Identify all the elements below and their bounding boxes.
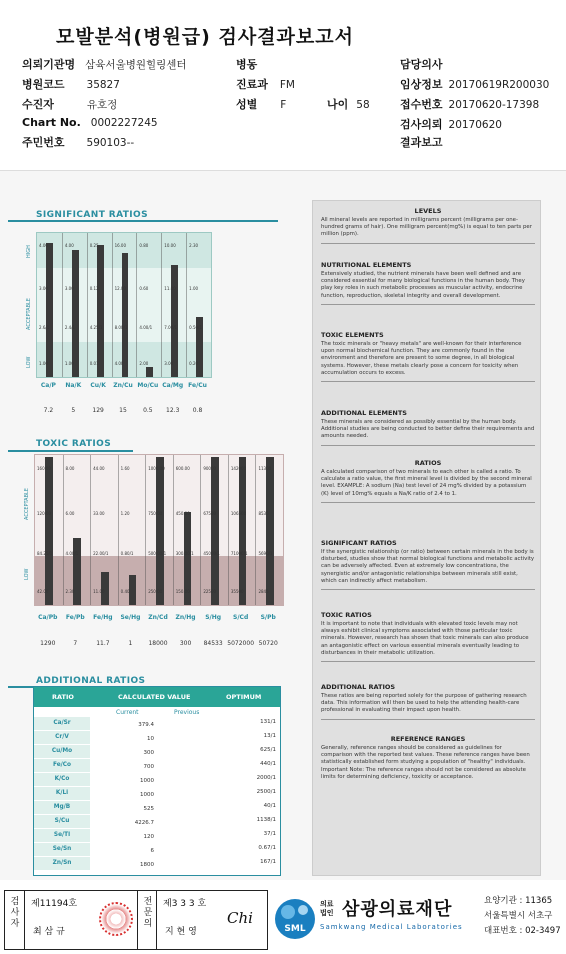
label-clinical-info: 임상정보 bbox=[400, 78, 443, 91]
inst-code: 요양기관 : 11365 bbox=[484, 896, 553, 906]
note-section-toxic-ratios bbox=[321, 611, 535, 662]
note-title-additional-elements: ADDITIONAL ELEMENTS bbox=[321, 409, 407, 417]
toxic-category-se-hg: Se/Hg bbox=[120, 614, 141, 621]
label-age: 나이 bbox=[327, 98, 349, 111]
sig-axis-acceptable: ACCEPTABLE bbox=[26, 298, 32, 330]
note-title-nutritional-elements: NUTRITIONAL ELEMENTS bbox=[321, 261, 412, 269]
toxic-tick-zn-hg-3: 150.00 bbox=[175, 588, 190, 594]
specialist-label: 전 문 의 bbox=[143, 897, 153, 929]
toxic-bar-ca-pb bbox=[45, 457, 53, 606]
toxic-value-se-hg: 1 bbox=[128, 640, 133, 647]
note-text-nutritional-elements: Extensively studied, the nutrient minerals have been well defined and are considered essential for many biological functions in the human body. They play key roles in such metabolic processes as muscular activity, endocrine function, reproduction, skeletal integrity and overall development. bbox=[321, 271, 525, 299]
inspector-label-cell bbox=[5, 891, 25, 949]
note-title-significant-ratios: SIGNIFICANT RATIOS bbox=[321, 539, 397, 547]
org-type: 의료 법인 bbox=[320, 900, 334, 917]
toxic-tick-s-pb-2: 5690/1 bbox=[258, 551, 273, 556]
toxic-column-se-hg bbox=[118, 455, 146, 605]
toxic-value-s-cd: 5072000 bbox=[227, 640, 255, 647]
label-receipt-no: 접수번호 bbox=[400, 98, 443, 111]
toxic-category-row bbox=[34, 614, 284, 624]
significant-category-ca-p: Ca/P bbox=[40, 382, 56, 389]
note-title-toxic-elements: TOXIC ELEMENTS bbox=[321, 331, 384, 339]
significant-column-fe-cu bbox=[186, 233, 211, 377]
significant-value-row bbox=[36, 407, 212, 417]
note-divider bbox=[321, 589, 535, 590]
inst-phone: 대표번호 : 02-3497 bbox=[484, 926, 561, 936]
significant-tick-fe-cu-1: 1.00 bbox=[189, 286, 199, 292]
toxic-tick-s-hg-3: 22500 bbox=[203, 588, 217, 594]
toxic-column-fe-hg bbox=[90, 455, 118, 605]
toxic-rule bbox=[8, 450, 133, 452]
explanatory-notes-panel bbox=[312, 200, 541, 876]
label-doctor: 담당의사 bbox=[400, 58, 443, 71]
value-clinical-info: 20170619R200030 bbox=[448, 79, 550, 91]
significant-tick-fe-cu-2: 0.50/1 bbox=[189, 325, 202, 331]
toxic-tick-fe-hg-1: 33.00 bbox=[93, 510, 105, 516]
significant-tick-na-k-0: 4.00 bbox=[64, 243, 74, 249]
note-section-additional-ratios bbox=[321, 683, 535, 720]
toxic-value-ca-pb: 1290 bbox=[40, 640, 56, 647]
toxic-value-row bbox=[34, 640, 284, 650]
note-title-reference-ranges: REFERENCE RANGES bbox=[390, 735, 466, 743]
toxic-column-zn-hg bbox=[173, 455, 201, 605]
toxic-axis-low: LOW bbox=[24, 568, 30, 580]
significant-value-fe-cu: 0.8 bbox=[192, 407, 203, 414]
note-section-toxic-elements bbox=[321, 331, 535, 382]
toxic-tick-ca-pb-0: 160.00 bbox=[37, 465, 51, 471]
note-divider bbox=[321, 661, 535, 662]
note-divider bbox=[321, 445, 535, 446]
additional-ratios-title: ADDITIONAL RATIOS bbox=[36, 676, 146, 686]
signature-box bbox=[4, 890, 268, 950]
additional-current-k-li: 1000 bbox=[140, 792, 154, 798]
toxic-tick-ca-pb-3: 42.00 bbox=[37, 588, 49, 594]
col-current: Current bbox=[116, 709, 139, 716]
additional-ratio-zn-sn: Zn/Sn bbox=[34, 857, 90, 870]
significant-tick-ca-p-3: 1.00 bbox=[39, 361, 48, 367]
toxic-tick-zn-cd-1: 750.00 bbox=[148, 510, 163, 516]
toxic-tick-s-hg-2: 45000/1 bbox=[203, 551, 220, 556]
inspector-seal-icon bbox=[99, 902, 133, 936]
additional-optimum-cr-v: 13/1 bbox=[263, 733, 276, 739]
toxic-value-fe-pb: 7 bbox=[73, 640, 78, 647]
significant-category-zn-cu: Zn/Cu bbox=[113, 382, 133, 389]
toxic-tick-s-cd-0: 142000 bbox=[230, 465, 247, 471]
toxic-tick-zn-hg-0: 600.00 bbox=[175, 465, 190, 471]
note-text-levels: All mineral levels are reported in milligrams percent (milligrams per one-hundred grams of hair). One milligram percent(mg%) is equal to ten parts per million (ppm). bbox=[321, 217, 532, 238]
note-section-levels bbox=[321, 207, 535, 244]
significant-value-ca-mg: 12.3 bbox=[166, 407, 180, 414]
note-title-levels: LEVELS bbox=[414, 207, 442, 215]
toxic-tick-s-hg-0: 90000 bbox=[203, 465, 217, 471]
significant-tick-fe-cu-0: 2.30 bbox=[189, 243, 199, 249]
value-resident-no: 590103-- bbox=[86, 137, 135, 149]
significant-value-mo-cu: 0.5 bbox=[143, 407, 153, 414]
significant-column-cu-k bbox=[87, 233, 112, 377]
significant-tick-fe-cu-3: 0.20 bbox=[189, 361, 199, 367]
toxic-ratios-chart bbox=[34, 454, 284, 606]
significant-category-fe-cu: Fe/Cu bbox=[188, 382, 207, 389]
toxic-tick-se-hg-1: 1.20 bbox=[120, 510, 130, 516]
note-text-significant-ratios: If the synergistic relationship (or ratio) between certain minerals in the body is disturbed, studies show that normal biological functions and metabolic activity can be adversely affected. Even at extremely low concentrations, the synergistic and/or antagonistic relationships between minerals still exist, which can indirectly affect metabolism. bbox=[321, 549, 535, 584]
value-institution: 삼육서울병원힐링센터 bbox=[85, 59, 187, 71]
note-divider bbox=[321, 502, 535, 503]
additional-ratio-k-li: K/Li bbox=[34, 787, 90, 800]
label-department: 진료과 bbox=[236, 78, 268, 91]
significant-column-ca-p bbox=[37, 233, 62, 377]
toxic-tick-s-pb-3: 2845 bbox=[258, 588, 269, 594]
toxic-value-fe-hg: 11.7 bbox=[96, 640, 110, 647]
significant-tick-zn-cu-2: 8.00/1 bbox=[114, 325, 128, 331]
note-section-significant-ratios bbox=[321, 539, 535, 590]
sig-axis-low: LOW bbox=[26, 356, 32, 368]
significant-tick-mo-cu-1: 0.60 bbox=[139, 286, 149, 292]
note-text-ratios: A calculated comparison of two minerals to each other is called a ratio. To calculate a ratio value, the first mineral level is divided by the second mineral level. EXAMPLE: A sodium (Na) test level of 24 mg% divided by a potassium (K) level of 10mg% equals a Na/K ratio of 2.4 to 1. bbox=[321, 469, 532, 497]
additional-table-header bbox=[34, 687, 280, 707]
additional-ratio-cr-v: Cr/V bbox=[34, 731, 90, 744]
toxic-tick-se-hg-0: 1.60 bbox=[120, 465, 130, 471]
significant-tick-ca-mg-3: 3.00 bbox=[164, 361, 174, 367]
significant-tick-mo-cu-2: 4.00/1 bbox=[139, 325, 153, 331]
toxic-tick-zn-cd-0: 1000.00 bbox=[148, 465, 165, 471]
toxic-tick-s-cd-3: 35500 bbox=[230, 588, 244, 594]
significant-category-ca-mg: Ca/Mg bbox=[162, 382, 184, 389]
note-title-additional-ratios: ADDITIONAL RATIOS bbox=[321, 683, 396, 691]
additional-current-s-cu: 4226.7 bbox=[134, 820, 154, 826]
col-ratio: RATIO bbox=[52, 693, 74, 701]
toxic-tick-zn-cd-2: 500.00/1 bbox=[148, 551, 167, 556]
col-previous: Previous bbox=[174, 709, 200, 716]
specialist-signature: Chi bbox=[227, 909, 253, 927]
sig-axis-high: HIGH bbox=[26, 245, 32, 258]
additional-current-cu-mo: 300 bbox=[143, 750, 154, 756]
significant-ratios-chart bbox=[36, 232, 212, 378]
toxic-tick-se-hg-3: 0.40 bbox=[120, 588, 130, 594]
note-section-ratios bbox=[321, 459, 535, 503]
significant-category-mo-cu: Mo/Cu bbox=[137, 382, 159, 389]
significant-column-mo-cu bbox=[136, 233, 161, 377]
significant-tick-ca-p-2: 2.6/1 bbox=[39, 325, 50, 331]
toxic-tick-se-hg-2: 0.80/1 bbox=[120, 551, 134, 556]
value-age: 58 bbox=[356, 99, 370, 111]
toxic-bar-s-pb bbox=[266, 457, 274, 606]
additional-current-fe-co: 700 bbox=[143, 764, 154, 770]
note-title-ratios: RATIOS bbox=[414, 459, 442, 467]
toxic-column-zn-cd bbox=[145, 455, 173, 605]
inspector-label: 검 사 자 bbox=[10, 897, 20, 929]
sml-logo-icon bbox=[274, 898, 316, 940]
note-divider bbox=[321, 719, 535, 720]
label-patient: 수진자 bbox=[22, 98, 54, 111]
significant-tick-ca-p-0: 4.00 bbox=[39, 243, 48, 249]
additional-current-ca-sr: 379.4 bbox=[138, 722, 154, 728]
additional-ratio-mg-b: Mg/B bbox=[34, 801, 90, 814]
toxic-axis-acceptable: ACCEPTABLE bbox=[24, 488, 30, 520]
note-divider bbox=[321, 304, 535, 305]
toxic-tick-ca-pb-1: 120.00 bbox=[37, 510, 51, 516]
toxic-bar-zn-cd bbox=[156, 457, 164, 606]
toxic-category-s-cd: S/Cd bbox=[233, 614, 249, 621]
note-title-toxic-ratios: TOXIC RATIOS bbox=[321, 611, 372, 619]
toxic-category-s-pb: S/Pb bbox=[260, 614, 276, 621]
toxic-tick-fe-pb-2: 4.00/1 bbox=[65, 551, 79, 556]
additional-ratio-k-co: K/Co bbox=[34, 773, 90, 786]
significant-rule bbox=[8, 220, 278, 222]
value-request-date: 20170620 bbox=[448, 119, 502, 131]
note-text-toxic-ratios: It is important to note that individuals with elevated toxic levels may not always exhibit clinical symptoms associated with those particular toxic minerals. However, research has shown that toxic minerals can also produce an antagonistic effect on various essential minerals eventually leading to disturbances in their metabolic utilization. bbox=[321, 621, 529, 656]
additional-ratio-ca-sr: Ca/Sr bbox=[34, 717, 90, 730]
toxic-tick-fe-pb-1: 6.00 bbox=[65, 510, 75, 516]
significant-category-na-k: Na/K bbox=[65, 382, 82, 389]
toxic-tick-zn-hg-1: 450.00 bbox=[175, 510, 190, 516]
significant-bar-zn-cu bbox=[122, 253, 129, 377]
note-text-reference-ranges: Generally, reference ranges should be considered as guidelines for comparison with the reported test values. These reference ranges have been statistically established form studying a population of "healthy" individuals. Important Note: The reference ranges should not be considered as absolute limits for determining deficiency, toxicity or acceptance. bbox=[321, 745, 530, 780]
significant-tick-mo-cu-3: 2.00 bbox=[139, 361, 149, 367]
significant-bar-cu-k bbox=[97, 245, 104, 377]
toxic-tick-s-pb-1: 8535 bbox=[258, 510, 269, 516]
toxic-column-s-hg bbox=[200, 455, 228, 605]
additional-optimum-fe-co: 440/1 bbox=[260, 761, 276, 767]
additional-current-zn-sn: 1800 bbox=[140, 862, 154, 868]
toxic-value-s-hg: 84533 bbox=[203, 640, 223, 647]
logo-text: SML bbox=[284, 924, 306, 934]
additional-current-mg-b: 525 bbox=[143, 806, 154, 812]
label-sex: 성별 bbox=[236, 98, 258, 111]
significant-bar-ca-mg bbox=[171, 265, 178, 377]
significant-tick-zn-cu-3: 4.00 bbox=[114, 361, 124, 367]
toxic-tick-fe-pb-0: 8.00 bbox=[65, 465, 75, 471]
significant-bar-mo-cu bbox=[146, 367, 153, 377]
toxic-tick-fe-hg-2: 22.00/1 bbox=[93, 551, 109, 556]
additional-ratios-table bbox=[33, 686, 281, 876]
toxic-tick-fe-pb-3: 2.30 bbox=[65, 588, 75, 594]
significant-ratios-title: SIGNIFICANT RATIOS bbox=[36, 210, 148, 220]
additional-ratio-s-cu: S/Cu bbox=[34, 815, 90, 828]
additional-current-se-sn: 6 bbox=[150, 848, 154, 854]
additional-optimum-zn-sn: 167/1 bbox=[260, 859, 276, 865]
additional-optimum-se-tl: 37/1 bbox=[263, 831, 276, 837]
label-institution: 의뢰기관명 bbox=[22, 58, 76, 71]
label-chart-no: Chart No. bbox=[22, 116, 81, 129]
toxic-column-s-cd bbox=[228, 455, 256, 605]
significant-tick-ca-mg-0: 10.00 bbox=[164, 243, 176, 249]
value-department: FM bbox=[279, 79, 295, 91]
toxic-bar-s-cd bbox=[239, 457, 247, 606]
additional-optimum-s-cu: 1138/1 bbox=[256, 817, 276, 823]
col-calculated-value: CALCULATED VALUE bbox=[118, 693, 191, 701]
toxic-column-fe-pb bbox=[63, 455, 91, 605]
specialist-label-cell bbox=[137, 891, 157, 949]
additional-ratio-cu-mo: Cu/Mo bbox=[34, 745, 90, 758]
toxic-category-s-hg: S/Hg bbox=[205, 614, 222, 621]
toxic-tick-s-pb-0: 11300 bbox=[258, 465, 272, 471]
significant-category-cu-k: Cu/K bbox=[90, 382, 106, 389]
significant-value-ca-p: 7.2 bbox=[43, 407, 54, 414]
additional-optimum-mg-b: 40/1 bbox=[263, 803, 276, 809]
significant-bar-ca-p bbox=[46, 243, 53, 377]
significant-tick-ca-mg-1: 11.00 bbox=[164, 286, 176, 292]
toxic-value-zn-cd: 18000 bbox=[148, 640, 168, 647]
significant-tick-cu-k-1: 0.12 bbox=[89, 286, 99, 292]
significant-category-row bbox=[36, 382, 212, 392]
additional-optimum-k-li: 2500/1 bbox=[256, 789, 276, 795]
additional-current-k-co: 1000 bbox=[140, 778, 154, 784]
toxic-tick-zn-hg-2: 300.00/1 bbox=[175, 551, 194, 556]
significant-value-cu-k: 129 bbox=[92, 407, 104, 414]
label-resident-no: 주민번호 bbox=[22, 136, 65, 149]
toxic-ratios-title: TOXIC RATIOS bbox=[36, 439, 112, 449]
additional-optimum-ca-sr: 131/1 bbox=[260, 719, 276, 725]
org-english-name: Samkwang Medical Laboratories bbox=[320, 923, 463, 931]
additional-current-cr-v: 10 bbox=[147, 736, 154, 742]
note-divider bbox=[321, 243, 535, 244]
toxic-value-zn-hg: 300 bbox=[179, 640, 192, 647]
significant-tick-cu-k-0: 0.25 bbox=[89, 243, 99, 249]
value-sex: F bbox=[280, 99, 287, 111]
toxic-category-zn-hg: Zn/Hg bbox=[175, 614, 196, 621]
specialist-license-no: 제3 3 3 호 bbox=[163, 899, 207, 909]
toxic-category-ca-pb: Ca/Pb bbox=[38, 614, 58, 621]
label-ward: 병동 bbox=[236, 58, 258, 71]
significant-tick-ca-mg-2: 7.00/1 bbox=[164, 325, 178, 331]
significant-tick-zn-cu-1: 12.00 bbox=[114, 286, 127, 292]
significant-tick-zn-cu-0: 16.00 bbox=[114, 243, 127, 249]
value-chart-no: 0002227245 bbox=[90, 117, 158, 129]
note-section-nutritional-elements bbox=[321, 261, 535, 305]
toxic-column-s-pb bbox=[255, 455, 283, 605]
note-section-additional-elements bbox=[321, 409, 535, 446]
toxic-tick-zn-cd-3: 250.00 bbox=[148, 588, 163, 594]
value-receipt-no: 20170620-17398 bbox=[448, 99, 540, 111]
report-title: 모발분석(병원급) 검사결과보고서 bbox=[56, 26, 354, 48]
toxic-tick-s-cd-2: 71000/1 bbox=[230, 551, 248, 556]
additional-current-se-tl: 120 bbox=[143, 834, 154, 840]
note-text-toxic-elements: The toxic minerals or "heavy metals" are well-known for their interference upon normal biochemical function. They are commonly found in the environment and therefore are present to some degree, in all biological systems. However, these metals clearly pose a concern for toxicity when accumulation occurs to excess. bbox=[321, 341, 522, 376]
significant-tick-na-k-2: 2.4/1 bbox=[64, 325, 76, 331]
significant-column-zn-cu bbox=[112, 233, 137, 377]
toxic-tick-s-hg-1: 67500 bbox=[203, 510, 217, 516]
toxic-tick-fe-hg-0: 44.00 bbox=[93, 465, 105, 471]
toxic-tick-s-cd-1: 106500 bbox=[230, 510, 247, 516]
toxic-value-s-pb: 50720 bbox=[258, 640, 278, 647]
additional-optimum-k-co: 2000/1 bbox=[256, 775, 276, 781]
specialist-name: 지 현 영 bbox=[165, 927, 197, 937]
significant-tick-cu-k-2: 4.25/1 bbox=[89, 325, 103, 331]
toxic-tick-ca-pb-2: 84.25/1 bbox=[37, 551, 53, 556]
significant-tick-na-k-1: 3.00 bbox=[64, 286, 74, 292]
additional-ratio-fe-co: Fe/Co bbox=[34, 759, 90, 772]
toxic-bar-s-hg bbox=[211, 457, 219, 606]
label-hospital-code: 병원코드 bbox=[22, 78, 65, 91]
inspector-name: 최 삼 규 bbox=[33, 927, 65, 937]
additional-optimum-cu-mo: 625/1 bbox=[260, 747, 276, 753]
additional-ratio-se-sn: Se/Sn bbox=[34, 843, 90, 856]
toxic-category-zn-cd: Zn/Cd bbox=[148, 614, 168, 621]
significant-value-zn-cu: 15 bbox=[119, 407, 127, 414]
additional-optimum-se-sn: 0.67/1 bbox=[258, 845, 276, 851]
org-name: 삼광의료재단 bbox=[342, 899, 453, 920]
toxic-tick-fe-hg-3: 11.00 bbox=[93, 588, 105, 594]
inst-address: 서울특별시 서초구 bbox=[484, 911, 553, 921]
toxic-category-fe-hg: Fe/Hg bbox=[93, 614, 113, 621]
note-text-additional-ratios: These ratios are being reported solely for the purpose of gathering research data. This information will then be used to help the attending health-care professional in evaluating their impact upon health. bbox=[321, 693, 527, 714]
col-optimum: OPTIMUM bbox=[226, 693, 262, 701]
value-patient: 유호정 bbox=[86, 99, 118, 111]
note-text-additional-elements: These minerals are considered as possibly essential by the human body. Additional studies are being conducted to better define their requirements and amounts needed. bbox=[321, 419, 535, 440]
significant-value-na-k: 5 bbox=[71, 407, 76, 414]
label-result-report: 결과보고 bbox=[400, 136, 443, 149]
significant-tick-cu-k-3: 0.01 bbox=[89, 361, 99, 367]
significant-tick-ca-p-1: 3.00 bbox=[39, 286, 48, 292]
label-request-date: 검사의뢰 bbox=[400, 118, 443, 131]
toxic-column-ca-pb bbox=[35, 455, 63, 605]
significant-bar-na-k bbox=[72, 250, 79, 377]
significant-column-ca-mg bbox=[161, 233, 186, 377]
note-divider bbox=[321, 381, 535, 382]
note-section-reference-ranges bbox=[321, 735, 535, 781]
toxic-bar-fe-pb bbox=[73, 538, 81, 606]
additional-ratio-se-tl: Se/Tl bbox=[34, 829, 90, 842]
significant-tick-na-k-3: 1.00 bbox=[64, 361, 74, 367]
value-hospital-code: 35827 bbox=[86, 79, 120, 91]
report-footer bbox=[0, 888, 566, 954]
inspector-license-no: 제11194호 bbox=[31, 899, 78, 909]
toxic-category-fe-pb: Fe/Pb bbox=[65, 614, 85, 621]
significant-tick-mo-cu-0: 0.80 bbox=[139, 243, 149, 249]
significant-column-na-k bbox=[62, 233, 87, 377]
